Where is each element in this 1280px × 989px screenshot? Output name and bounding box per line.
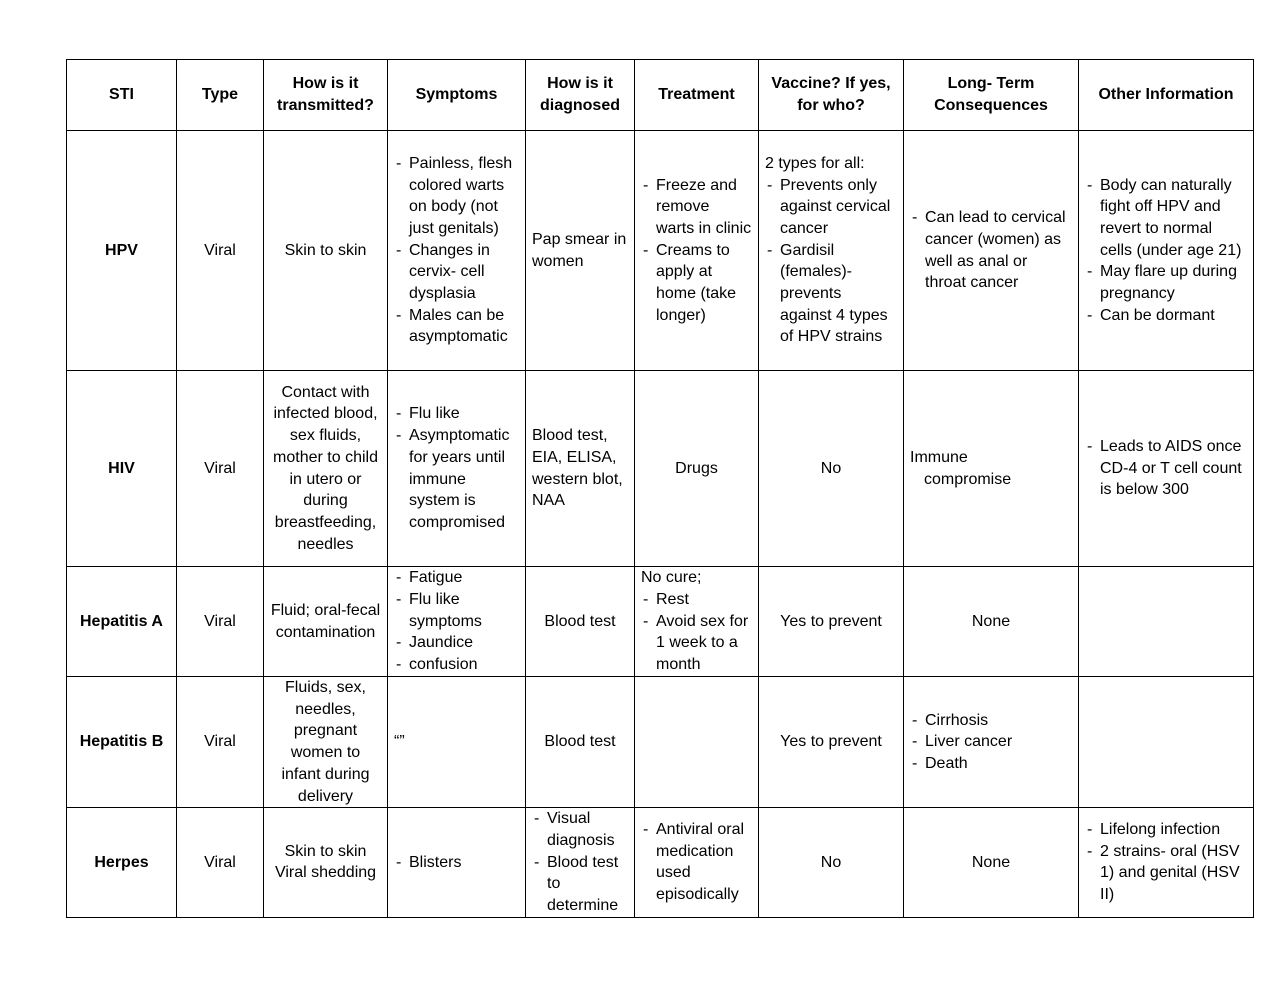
list-item: - Creams to apply at home (take longer) (641, 240, 752, 327)
consequences-rest: compromise (924, 470, 1012, 488)
list-item: - Gardisil (females)- prevents against 4 types of HPV strains (765, 240, 897, 349)
list-item: - Can be dormant (1085, 305, 1247, 327)
symptoms-cell (388, 808, 526, 918)
list-item: - 2 strains- oral (HSV 1) and genital (HSV II) (1085, 841, 1247, 906)
treatment-lead: No cure; (641, 569, 702, 587)
symptoms-cell (388, 567, 526, 677)
transmission-cell: Fluid; oral-fecal contamination (264, 567, 388, 677)
transmission-cell: Skin to skin (264, 131, 388, 371)
header-transmitted: How is it transmitted? (264, 60, 388, 131)
transmission-cell: Contact with infected blood, sex fluids, mother to child in utero or during breastfeeding, needles (264, 371, 388, 567)
sti-type: Viral (177, 808, 264, 918)
sti-name: Herpes (67, 808, 177, 918)
list-item: - Leads to AIDS once CD-4 or T cell count is below 300 (1085, 436, 1247, 501)
header-symptoms: Symptoms (388, 60, 526, 131)
list-item: - Fatigue (394, 567, 519, 589)
list-item: - confusion (394, 654, 519, 676)
sti-name: Hepatitis A (67, 567, 177, 677)
header-treatment: Treatment (635, 60, 759, 131)
consequences-cell (904, 677, 1079, 808)
list-item: - Can lead to cervical cancer (women) as well as anal or throat cancer (910, 207, 1072, 294)
list-item: - Flu like symptoms (394, 589, 519, 632)
sti-type: Viral (177, 131, 264, 371)
list-item: - Avoid sex for 1 week to a month (641, 611, 752, 676)
table-row (67, 131, 1254, 371)
vaccine-cell: No (759, 371, 904, 567)
sti-table (66, 59, 1254, 918)
consequences-lead: Immune (910, 448, 968, 466)
list-item: - Flu like (394, 403, 519, 425)
list-item: - Liver cancer (910, 731, 1072, 753)
list-item: - Prevents only against cervical cancer (765, 175, 897, 240)
diagnosis-cell: Pap smear in women (526, 131, 635, 371)
list-item: - Body can naturally fight off HPV and revert to normal cells (under age 21) (1085, 175, 1247, 262)
list-item: - Jaundice (394, 632, 519, 654)
symptoms-cell (388, 371, 526, 567)
header-consequences: Long- Term Consequences (904, 60, 1079, 131)
sti-type: Viral (177, 567, 264, 677)
header-diagnosed: How is it diagnosed (526, 60, 635, 131)
consequences-cell (904, 371, 1079, 567)
diagnosis-cell: Blood test (526, 677, 635, 808)
vaccine-cell: No (759, 808, 904, 918)
vaccine-cell: Yes to prevent (759, 677, 904, 808)
list-item: - Changes in cervix- cell dysplasia (394, 240, 519, 305)
table-row (67, 567, 1254, 677)
list-item: - Death (910, 753, 1072, 775)
diagnosis-cell: Blood test, EIA, ELISA, western blot, NAA (526, 371, 635, 567)
other-info-cell (1079, 677, 1254, 808)
transmission-line: Viral shedding (274, 864, 377, 882)
other-info-cell (1079, 567, 1254, 677)
sti-name: Hepatitis B (67, 677, 177, 808)
list-item: - Asymptomatic for years until immune system is compromised (394, 425, 519, 534)
list-item: - Freeze and remove warts in clinic (641, 175, 752, 240)
header-vaccine: Vaccine? If yes, for who? (759, 60, 904, 131)
header-other: Other Information (1079, 60, 1254, 131)
consequences-cell (904, 131, 1079, 371)
list-item: - Males can be asymptomatic (394, 305, 519, 348)
other-info-cell (1079, 808, 1254, 918)
sti-name: HPV (67, 131, 177, 371)
list-item: - Antiviral oral medication used episodically (641, 819, 752, 906)
symptoms-cell: “” (388, 677, 526, 808)
table-row (67, 808, 1254, 918)
diagnosis-cell: Blood test (526, 567, 635, 677)
list-item: - Blisters (394, 852, 519, 874)
other-info-cell (1079, 371, 1254, 567)
transmission-line: Skin to skin (284, 842, 367, 860)
list-item: - Lifelong infection (1085, 819, 1247, 841)
other-info-cell (1079, 131, 1254, 371)
vaccine-lead: 2 types for all: (765, 154, 865, 172)
diagnosis-cell (526, 808, 635, 918)
sti-type: Viral (177, 677, 264, 808)
consequences-cell: None (904, 808, 1079, 918)
table-row (67, 371, 1254, 567)
transmission-cell (264, 808, 388, 918)
transmission-cell: Fluids, sex, needles, pregnant women to infant during delivery (264, 677, 388, 808)
list-item: - Painless, flesh colored warts on body (not just genitals) (394, 153, 519, 240)
treatment-cell (635, 677, 759, 808)
table-row (67, 677, 1254, 808)
header-row (67, 60, 1254, 131)
treatment-cell (635, 808, 759, 918)
vaccine-cell: Yes to prevent (759, 567, 904, 677)
symptoms-cell (388, 131, 526, 371)
header-type: Type (177, 60, 264, 131)
header-sti: STI (67, 60, 177, 131)
consequences-cell: None (904, 567, 1079, 677)
list-item: - Cirrhosis (910, 710, 1072, 732)
sti-name: HIV (67, 371, 177, 567)
treatment-cell (635, 131, 759, 371)
list-item: - Rest (641, 589, 752, 611)
treatment-cell (635, 567, 759, 677)
vaccine-cell (759, 131, 904, 371)
list-item: - Blood test to determine (532, 852, 628, 917)
list-item: - May flare up during pregnancy (1085, 261, 1247, 304)
treatment-cell: Drugs (635, 371, 759, 567)
list-item: - Visual diagnosis (532, 808, 628, 851)
sti-type: Viral (177, 371, 264, 567)
